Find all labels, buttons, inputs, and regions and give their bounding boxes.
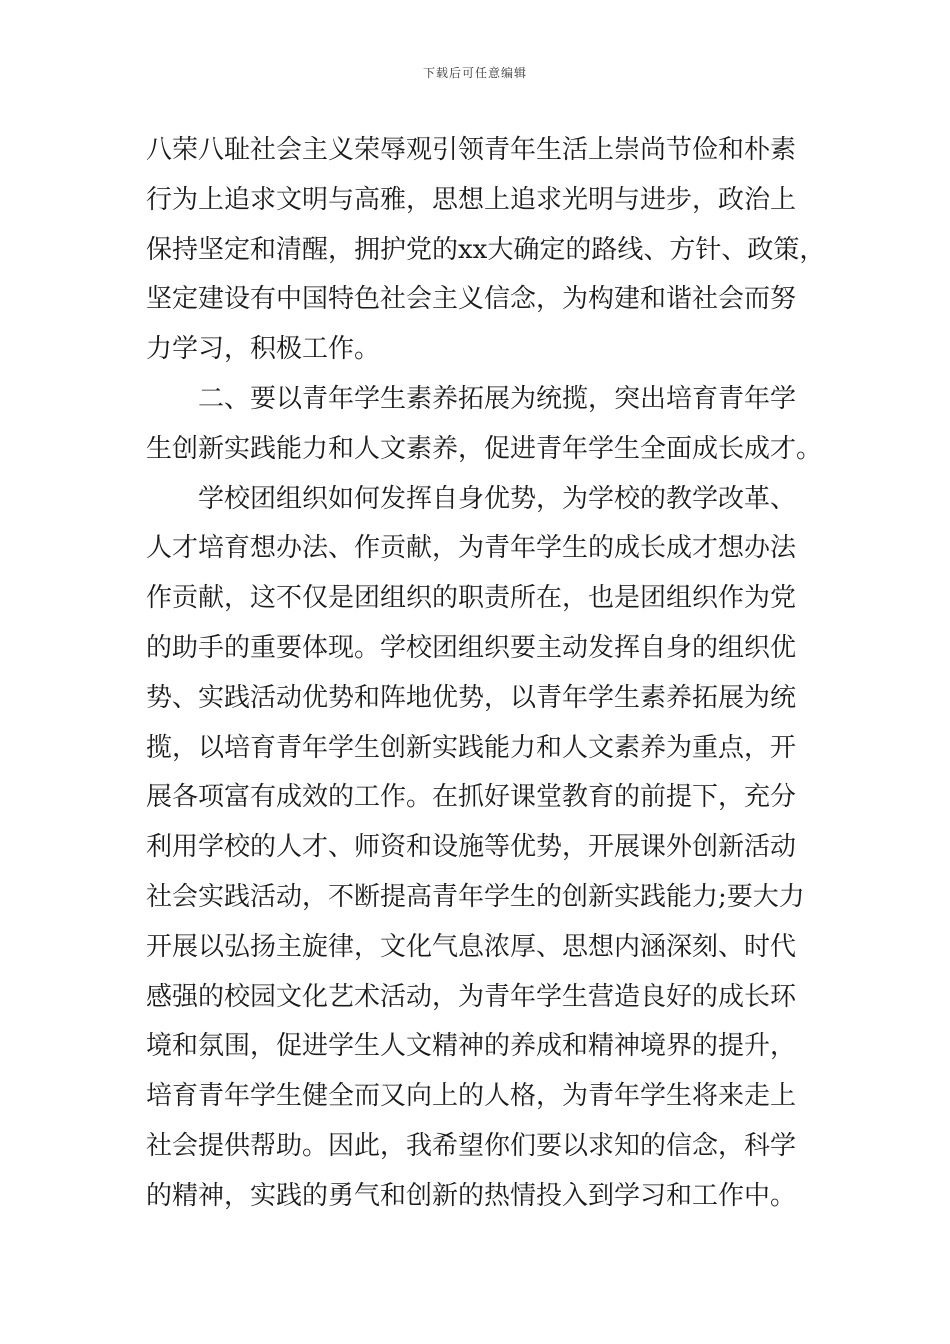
- text-line: 人才培育想办法、作贡献，为青年学生的成长成才想办法: [146, 533, 797, 564]
- text-line: 坚定建设有中国特色社会主义信念，为构建和谐社会而努: [146, 284, 797, 315]
- text-line: 生创新实践能力和人文素养，促进青年学生全面成长成才。: [146, 433, 823, 464]
- text-line: 社会实践活动，不断提高青年学生的创新实践能力;要大力: [146, 881, 805, 912]
- text-line: 作贡献，这不仅是团组织的职责所在，也是团组织作为党: [146, 583, 797, 614]
- body-text: [146, 126, 836, 1222]
- text-line: 社会提供帮助。因此，我希望你们要以求知的信念，科学: [146, 1130, 797, 1161]
- text-line: 势、实践活动优势和阵地优势，以青年学生素养拓展为统: [146, 682, 797, 713]
- text-line: 培育青年学生健全而又向上的人格，为青年学生将来走上: [146, 1081, 797, 1112]
- text-line: 的助手的重要体现。学校团组织要主动发挥自身的组织优: [146, 632, 797, 663]
- text-line: 行为上追求文明与高雅，思想上追求光明与进步，政治上: [146, 184, 797, 215]
- text-line: 展各项富有成效的工作。在抓好课堂教育的前提下，充分: [146, 782, 797, 813]
- text-line: 保持坚定和清醒，拥护党的xx大确定的路线、方针、政策，: [146, 234, 826, 265]
- text-line: 八荣八耻社会主义荣辱观引领青年生活上崇尚节俭和朴素: [146, 135, 797, 165]
- text-line: 利用学校的人才、师资和设施等优势，开展课外创新活动: [146, 832, 797, 863]
- text-line: 二、要以青年学生素养拓展为统揽，突出培育青年学: [198, 383, 797, 414]
- page-header: 下载后可任意编辑: [422, 66, 527, 80]
- text-line: 的精神，实践的勇气和创新的热情投入到学习和工作中。: [146, 1180, 797, 1211]
- text-line: 感强的校园文化艺术活动，为青年学生营造良好的成长环: [146, 981, 797, 1012]
- text-line: 揽，以培育青年学生创新实践能力和人文素养为重点，开: [146, 732, 797, 763]
- text-line: 力学习，积极工作。: [146, 334, 381, 365]
- text-line: 开展以弘扬主旋律，文化气息浓厚、思想内涵深刻、时代: [146, 931, 797, 962]
- text-line: 境和氛围，促进学生人文精神的养成和精神境界的提升，: [146, 1031, 797, 1062]
- text-line: 学校团组织如何发挥自身优势，为学校的教学改革、: [198, 483, 797, 514]
